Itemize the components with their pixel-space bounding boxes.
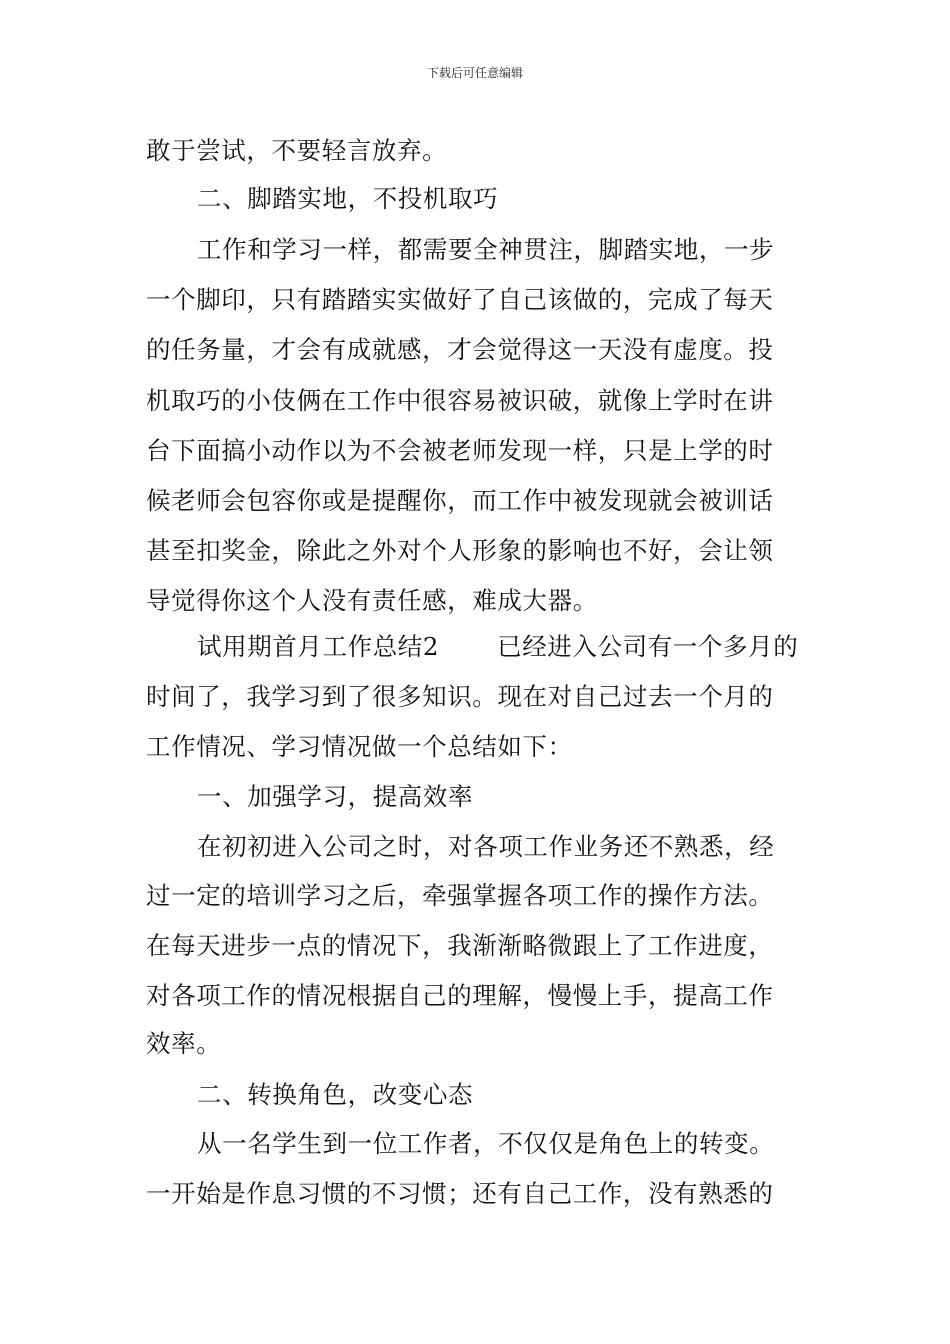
section-heading: 二、脚踏实地，不投机取巧 [197,184,499,213]
text-line: 在每天进步一点的情况下，我渐渐略微跟上了工作进度， [146,931,774,960]
text-line: 已经进入公司有一个多月的 [497,632,799,661]
text-line: 机取巧的小伎俩在工作中很容易被识破，就像上学时在讲 [146,386,774,415]
text-line: 在初初进入公司之时，对各项工作业务还不熟悉，经 [197,832,775,861]
page-header-note: 下载后可任意编辑 [426,66,523,80]
section-heading: 二、转换角色，改变心态 [197,1080,474,1109]
text-line: 敢于尝试，不要轻言放弃。 [146,136,448,165]
text-line: 的任务量，才会有成就感，才会觉得这一天没有虚度。投 [146,335,774,364]
text-line: 导觉得你这个人没有责任感，难成大器。 [146,586,598,615]
text-line: 一开始是作息习惯的不习惯；还有自己工作，没有熟悉的 [146,1179,774,1208]
text-line: 对各项工作的情况根据自己的理解，慢慢上手，提高工作 [146,981,774,1010]
text-line: 过一定的培训学习之后，牵强掌握各项工作的操作方法。 [146,881,774,910]
text-line: 效率。 [146,1029,222,1058]
text-line: 一个脚印，只有踏踏实实做好了自己该做的，完成了每天 [146,285,774,314]
text-line: 候老师会包容你或是提醒你，而工作中被发现就会被训话 [146,486,774,515]
text-line: 时间了，我学习到了很多知识。现在对自己过去一个月的 [146,682,774,711]
section-heading: 一、加强学习，提高效率 [197,782,474,811]
summary-title-line [146,622,811,672]
text-line: 从一名学生到一位工作者，不仅仅是角色上的转变。 [197,1129,775,1158]
text-line: 工作和学习一样，都需要全神贯注，脚踏实地，一步 [197,235,775,264]
text-line: 台下面搞小动作以为不会被老师发现一样，只是上学的时 [146,436,774,465]
text-line: 甚至扣奖金，除此之外对个人形象的影响也不好，会让领 [146,536,774,565]
summary-title: 试用期首月工作总结2 [197,632,440,661]
text-line: 工作情况、学习情况做一个总结如下： [146,732,573,761]
